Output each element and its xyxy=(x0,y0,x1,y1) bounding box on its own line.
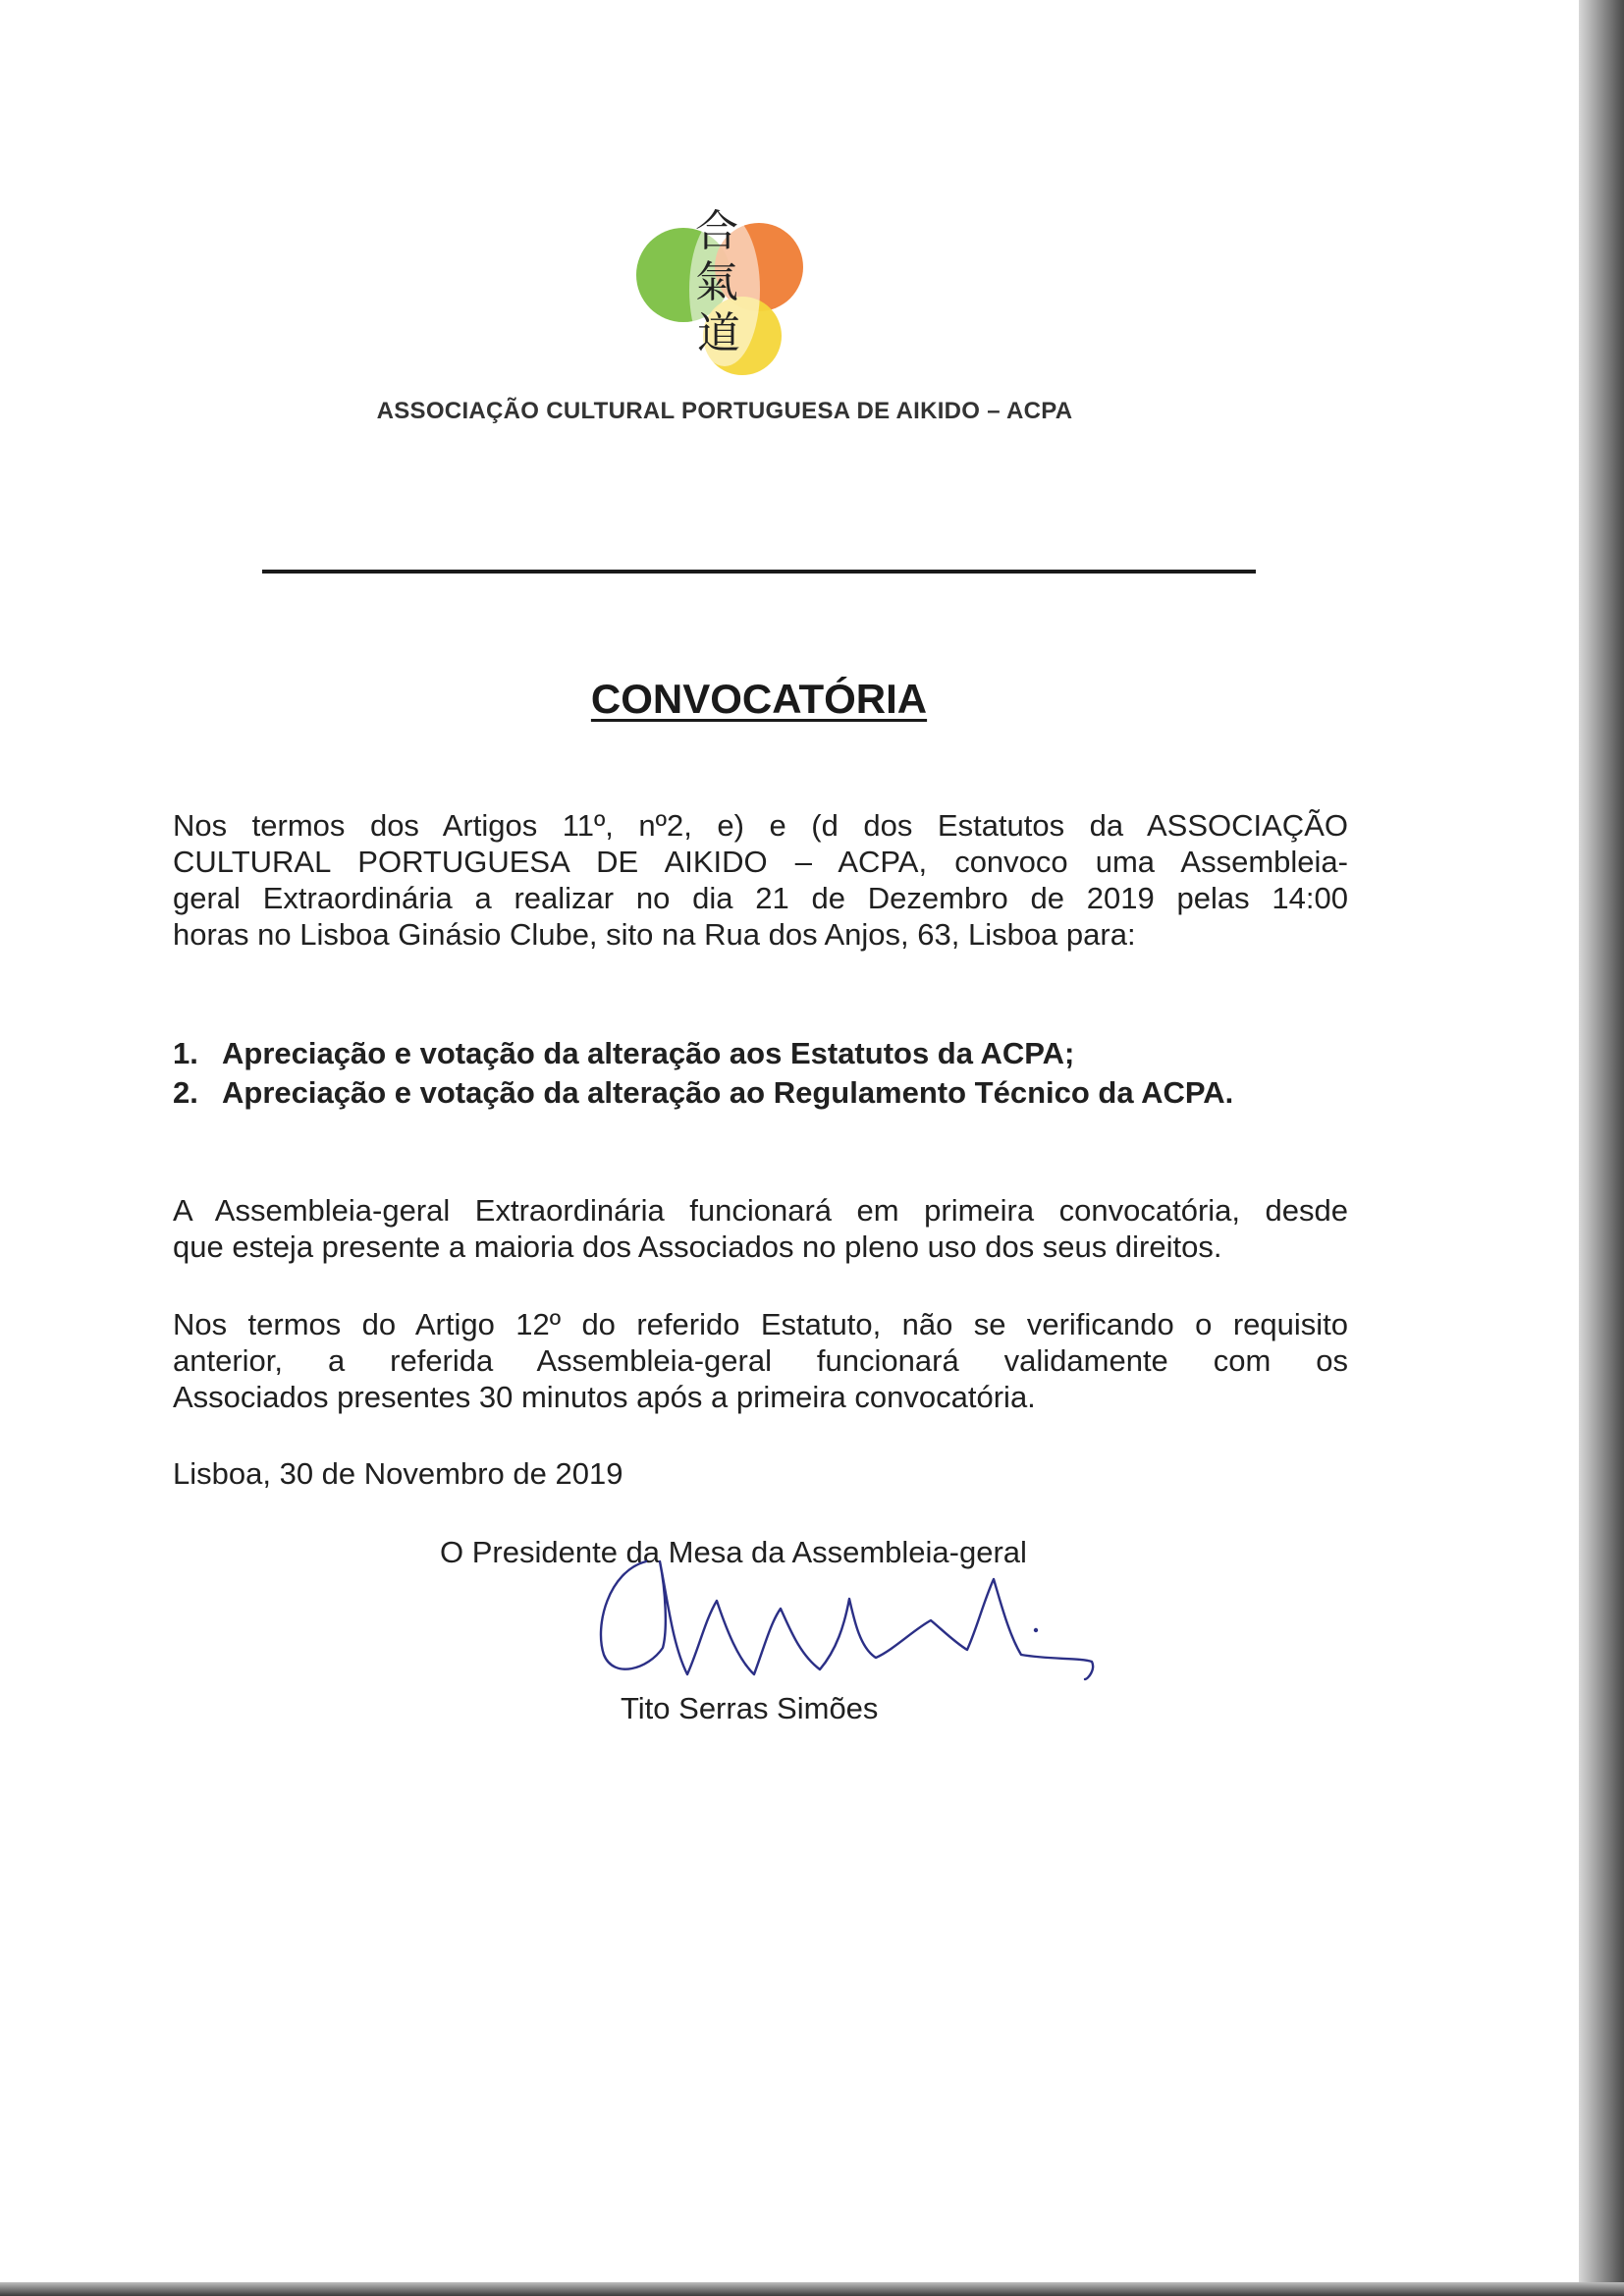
document-title: CONVOCATÓRIA xyxy=(590,676,928,722)
scan-bottom-edge xyxy=(0,2282,1624,2296)
fallback-line: anterior, a referida Assembleia-geral funcionará validamente com os xyxy=(173,1343,1348,1378)
agenda-item-text: Apreciação e votação da alteração aos Estatutos da ACPA; xyxy=(222,1036,1075,1070)
acpa-logo xyxy=(626,196,823,383)
logo-glyph-do: 道 xyxy=(697,308,740,358)
fallback-paragraph xyxy=(173,1306,1348,1415)
agenda-item xyxy=(173,1073,1351,1113)
intro-line: geral Extraordinária a realizar no dia 21 de Dezembro de 2019 pelas 14:00 xyxy=(173,881,1348,915)
signer-name: Tito Serras Simões xyxy=(621,1691,879,1725)
logo-glyph-ai: 合 xyxy=(695,206,738,256)
agenda-list xyxy=(173,1034,1351,1113)
scan-edge-shadow xyxy=(1579,0,1624,2296)
intro-paragraph xyxy=(173,807,1348,953)
agenda-item-text: Apreciação e votação da alteração ao Regulamento Técnico da ACPA. xyxy=(222,1075,1234,1110)
organization-name: ASSOCIAÇÃO CULTURAL PORTUGUESA DE AIKIDO – ACPA xyxy=(376,398,1073,424)
agenda-item xyxy=(173,1034,1351,1073)
quorum-line: que esteja presente a maioria dos Associados no pleno uso dos seus direitos. xyxy=(173,1230,1222,1264)
quorum-line: A Assembleia-geral Extraordinária funcionará em primeira convocatória, desde xyxy=(173,1193,1348,1228)
quorum-paragraph xyxy=(173,1192,1348,1265)
fallback-line: Nos termos do Artigo 12º do referido Estatuto, não se verificando o requisito xyxy=(173,1307,1348,1341)
intro-line: CULTURAL PORTUGUESA DE AIKIDO – ACPA, convoco uma Assembleia- xyxy=(173,845,1348,879)
place-and-date: Lisboa, 30 de Novembro de 2019 xyxy=(173,1456,623,1491)
header-divider xyxy=(262,570,1256,574)
intro-line: horas no Lisboa Ginásio Clube, sito na Rua dos Anjos, 63, Lisboa para: xyxy=(173,917,1136,952)
handwritten-signature xyxy=(589,1532,1100,1704)
logo-glyph-ki: 氣 xyxy=(695,257,738,307)
agenda-item-number: 1. xyxy=(173,1036,198,1070)
fallback-line: Associados presentes 30 minutos após a primeira convocatória. xyxy=(173,1380,1036,1414)
agenda-item-number: 2. xyxy=(173,1075,198,1110)
signer-role: O Presidente da Mesa da Assembleia-geral xyxy=(440,1535,1027,1569)
intro-line: Nos termos dos Artigos 11º, nº2, e) e (d dos Estatutos da ASSOCIAÇÃO xyxy=(173,808,1348,843)
